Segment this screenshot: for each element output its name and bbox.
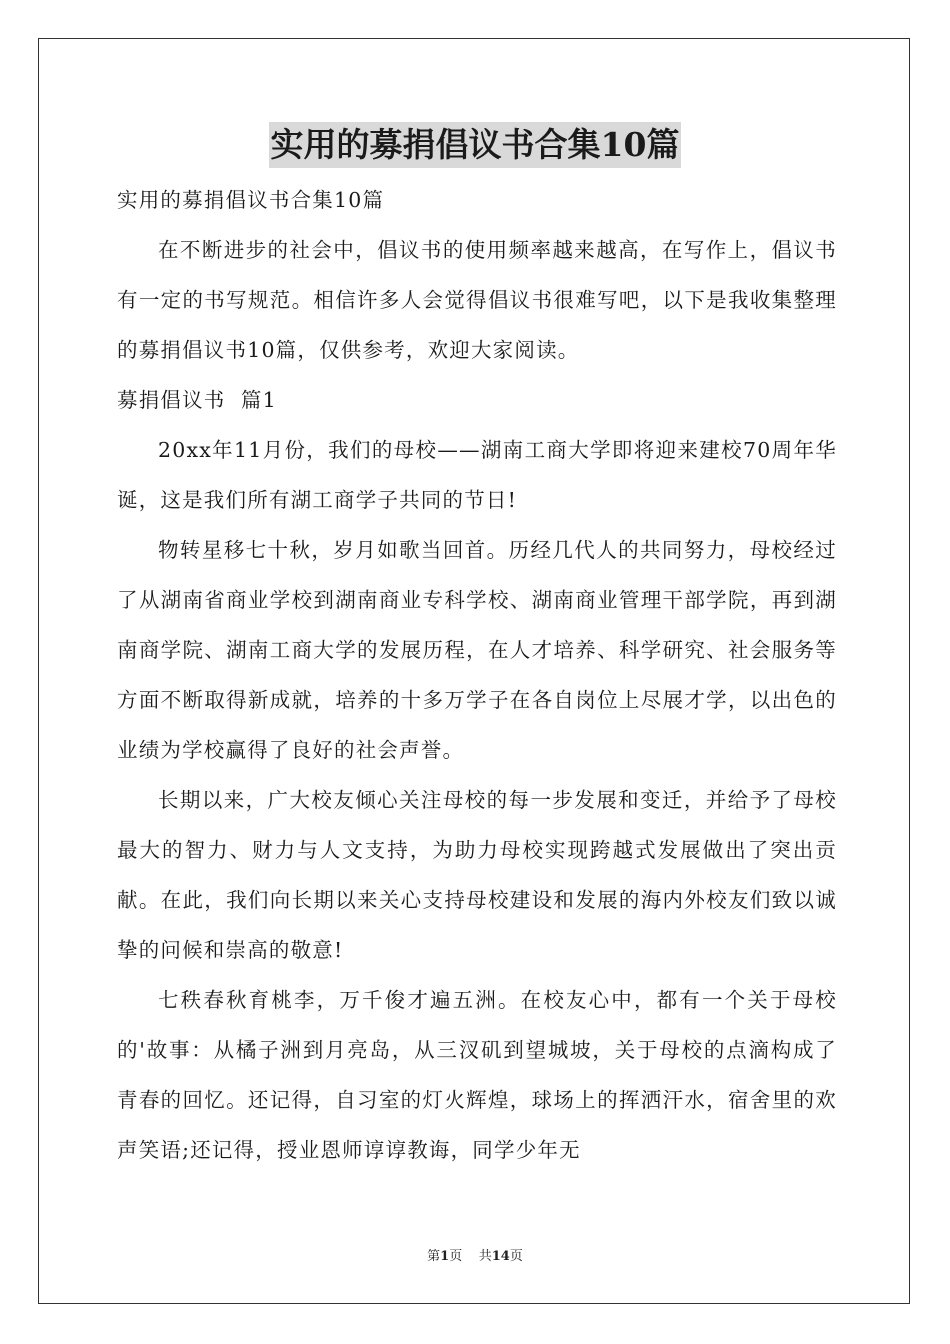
total-pages: 14 (491, 1249, 510, 1264)
total-prefix: 共 (478, 1249, 492, 1264)
page-prefix: 第 (427, 1249, 441, 1264)
section-heading: 募捐倡议书 篇1 (117, 388, 277, 412)
paragraph: 20xx年11月份，我们的母校——湖南工商大学即将迎来建校70周年华诞，这是我们所有湖工商学子共同的节日! (117, 438, 837, 512)
document-body (117, 175, 837, 1175)
title-container (0, 122, 950, 168)
paragraph: 物转星移七十秋，岁月如歌当回首。历经几代人的共同努力，母校经过了从湖南省商业学校到湖南商业专科学校、湖南商业管理干部学院，再到湖南商学院、湖南工商大学的发展历程，在人才培养、科学研究、社会服务等方面不断取得新成就，培养的十多万学子在各自岗位上尽展才学，以出色的业绩为学校赢得了良好的社会声誉。 (117, 538, 837, 762)
paragraph: 实用的募捐倡议书合集10篇 (117, 188, 385, 212)
page-footer (0, 1245, 950, 1264)
paragraph: 长期以来，广大校友倾心关注母校的每一步发展和变迁，并给予了母校最大的智力、财力与人文支持，为助力母校实现跨越式发展做出了突出贡献。在此，我们向长期以来关心支持母校建设和发展的海内外校友们致以诚挚的问候和崇高的敬意! (117, 788, 837, 962)
total-suffix: 页 (509, 1249, 523, 1264)
paragraph: 在不断进步的社会中，倡议书的使用频率越来越高，在写作上，倡议书有一定的书写规范。相信许多人会觉得倡议书很难写吧，以下是我收集整理的募捐倡议书10篇，仅供参考，欢迎大家阅读。 (117, 238, 837, 362)
page-suffix: 页 (449, 1249, 463, 1264)
paragraph: 七秩春秋育桃李，万千俊才遍五洲。在校友心中，都有一个关于母校的'故事：从橘子洲到月亮岛，从三汊矶到望城坡，关于母校的点滴构成了青春的回忆。还记得，自习室的灯火辉煌，球场上的挥洒汗水，宿舍里的欢声笑语;还记得，授业恩师谆谆教诲，同学少年无 (117, 988, 837, 1162)
document-title: 实用的募捐倡议书合集10篇 (269, 122, 682, 168)
page-number: 1 (440, 1249, 450, 1264)
